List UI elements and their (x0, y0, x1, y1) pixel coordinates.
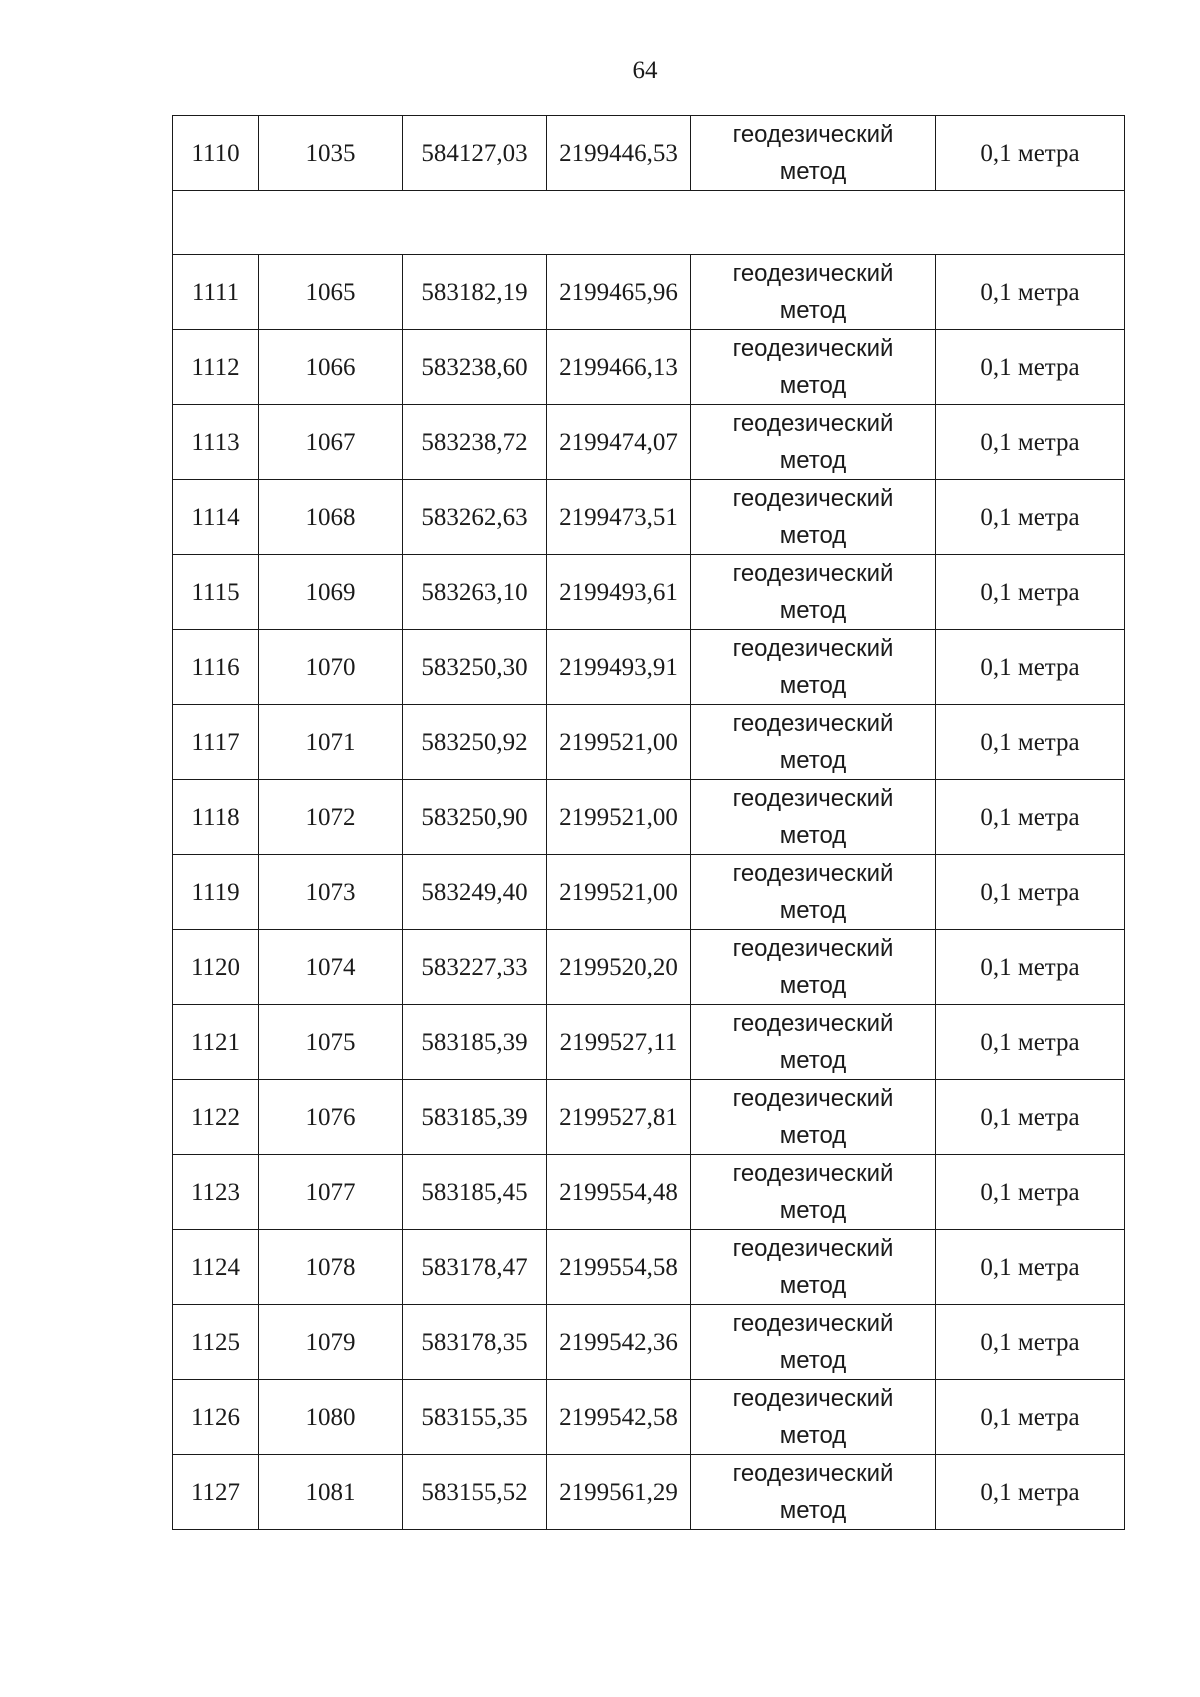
x-coordinate-cell: 583185,39 (403, 1080, 547, 1155)
y-coordinate-cell: 2199527,81 (547, 1080, 691, 1155)
y-coordinate-cell: 2199493,61 (547, 555, 691, 630)
row-number-cell: 1122 (173, 1080, 259, 1155)
method-cell (691, 330, 936, 405)
row-number-cell: 1114 (173, 480, 259, 555)
row-number-cell: 1115 (173, 555, 259, 630)
point-number-cell: 1068 (259, 480, 403, 555)
table-row (173, 1155, 1125, 1230)
row-number-cell: 1125 (173, 1305, 259, 1380)
method-line-1: геодезический (732, 1010, 894, 1037)
method-cell (691, 1305, 936, 1380)
point-number-cell: 1074 (259, 930, 403, 1005)
point-number-cell: 1080 (259, 1380, 403, 1455)
row-number-cell: 1117 (173, 705, 259, 780)
method-line-1: геодезический (732, 1460, 894, 1487)
table-row (173, 480, 1125, 555)
x-coordinate-cell: 583178,35 (403, 1305, 547, 1380)
y-coordinate-cell: 2199446,53 (547, 116, 691, 191)
accuracy-cell: 0,1 метра (936, 855, 1125, 930)
row-number-cell: 1118 (173, 780, 259, 855)
point-number-cell: 1071 (259, 705, 403, 780)
method-cell (691, 1380, 936, 1455)
point-number-cell: 1073 (259, 855, 403, 930)
accuracy-cell: 0,1 метра (936, 405, 1125, 480)
method-cell (691, 930, 936, 1005)
method-cell (691, 405, 936, 480)
table-row (173, 630, 1125, 705)
method-line-1: геодезический (732, 785, 894, 812)
method-line-1: геодезический (732, 560, 894, 587)
table-row (173, 1230, 1125, 1305)
page-number: 64 (632, 57, 658, 84)
accuracy-cell: 0,1 метра (936, 1080, 1125, 1155)
point-number-cell: 1069 (259, 555, 403, 630)
method-cell (691, 1455, 936, 1530)
method-line-2: метод (779, 1122, 847, 1149)
x-coordinate-cell: 583185,39 (403, 1005, 547, 1080)
x-coordinate-cell: 583262,63 (403, 480, 547, 555)
accuracy-cell: 0,1 метра (936, 780, 1125, 855)
y-coordinate-cell: 2199521,00 (547, 705, 691, 780)
y-coordinate-cell: 2199554,48 (547, 1155, 691, 1230)
x-coordinate-cell: 583238,60 (403, 330, 547, 405)
y-coordinate-cell: 2199520,20 (547, 930, 691, 1005)
y-coordinate-cell: 2199542,58 (547, 1380, 691, 1455)
method-line-1: геодезический (732, 1385, 894, 1412)
method-line-2: метод (779, 747, 847, 774)
y-coordinate-cell: 2199561,29 (547, 1455, 691, 1530)
accuracy-cell: 0,1 метра (936, 1230, 1125, 1305)
method-line-1: геодезический (732, 1235, 894, 1262)
method-line-1: геодезический (732, 1160, 894, 1187)
method-line-1: геодезический (732, 260, 894, 287)
accuracy-cell: 0,1 метра (936, 480, 1125, 555)
table-row (173, 1080, 1125, 1155)
method-line-2: метод (779, 372, 847, 399)
method-cell (691, 1230, 936, 1305)
y-coordinate-cell: 2199527,11 (547, 1005, 691, 1080)
method-line-2: метод (779, 1422, 847, 1449)
y-coordinate-cell: 2199493,91 (547, 630, 691, 705)
method-line-1: геодезический (732, 1310, 894, 1337)
point-number-cell: 1077 (259, 1155, 403, 1230)
table-row (173, 1380, 1125, 1455)
x-coordinate-cell: 583178,47 (403, 1230, 547, 1305)
row-number-cell: 1126 (173, 1380, 259, 1455)
table-row (173, 555, 1125, 630)
accuracy-cell: 0,1 метра (936, 555, 1125, 630)
accuracy-cell: 0,1 метра (936, 116, 1125, 191)
method-line-1: геодезический (732, 710, 894, 737)
method-line-2: метод (779, 822, 847, 849)
row-number-cell: 1111 (173, 255, 259, 330)
accuracy-cell: 0,1 метра (936, 1005, 1125, 1080)
table-row (173, 330, 1125, 405)
method-line-2: метод (779, 1497, 847, 1524)
accuracy-cell: 0,1 метра (936, 1305, 1125, 1380)
row-number-cell: 1127 (173, 1455, 259, 1530)
method-line-1: геодезический (732, 860, 894, 887)
method-line-2: метод (779, 1047, 847, 1074)
x-coordinate-cell: 583250,90 (403, 780, 547, 855)
accuracy-cell: 0,1 метра (936, 930, 1125, 1005)
x-coordinate-cell: 583250,30 (403, 630, 547, 705)
point-number-cell: 1070 (259, 630, 403, 705)
point-number-cell: 1065 (259, 255, 403, 330)
point-number-cell: 1067 (259, 405, 403, 480)
row-number-cell: 1110 (173, 116, 259, 191)
x-coordinate-cell: 583185,45 (403, 1155, 547, 1230)
accuracy-cell: 0,1 метра (936, 1455, 1125, 1530)
method-line-1: геодезический (732, 485, 894, 512)
table-row (173, 1455, 1125, 1530)
method-cell (691, 116, 936, 191)
table-row (173, 255, 1125, 330)
method-line-2: метод (779, 972, 847, 999)
x-coordinate-cell: 583182,19 (403, 255, 547, 330)
method-line-2: метод (779, 1272, 847, 1299)
method-line-2: метод (779, 1347, 847, 1374)
method-line-2: метод (779, 447, 847, 474)
accuracy-cell: 0,1 метра (936, 330, 1125, 405)
accuracy-cell: 0,1 метра (936, 630, 1125, 705)
method-cell (691, 1005, 936, 1080)
x-coordinate-cell: 583227,33 (403, 930, 547, 1005)
point-number-cell: 1072 (259, 780, 403, 855)
method-line-2: метод (779, 672, 847, 699)
method-line-2: метод (779, 897, 847, 924)
method-line-1: геодезический (732, 1085, 894, 1112)
point-number-cell: 1035 (259, 116, 403, 191)
coordinates-table (172, 115, 1125, 1530)
row-number-cell: 1121 (173, 1005, 259, 1080)
table-row (173, 116, 1125, 191)
x-coordinate-cell: 583238,72 (403, 405, 547, 480)
row-number-cell: 1112 (173, 330, 259, 405)
method-line-1: геодезический (732, 121, 894, 148)
y-coordinate-cell: 2199521,00 (547, 780, 691, 855)
method-cell (691, 780, 936, 855)
table-row (173, 1005, 1125, 1080)
point-number-cell: 1081 (259, 1455, 403, 1530)
method-cell (691, 705, 936, 780)
table-row (173, 930, 1125, 1005)
table-row (173, 705, 1125, 780)
row-number-cell: 1116 (173, 630, 259, 705)
point-number-cell: 1076 (259, 1080, 403, 1155)
method-line-2: метод (779, 597, 847, 624)
table-row (173, 405, 1125, 480)
x-coordinate-cell: 583250,92 (403, 705, 547, 780)
method-line-2: метод (779, 297, 847, 324)
method-cell (691, 480, 936, 555)
accuracy-cell: 0,1 метра (936, 705, 1125, 780)
method-line-2: метод (779, 158, 847, 185)
x-coordinate-cell: 583249,40 (403, 855, 547, 930)
table-row (173, 855, 1125, 930)
method-cell (691, 555, 936, 630)
method-line-1: геодезический (732, 935, 894, 962)
x-coordinate-cell: 583155,35 (403, 1380, 547, 1455)
y-coordinate-cell: 2199465,96 (547, 255, 691, 330)
method-line-1: геодезический (732, 635, 894, 662)
method-line-2: метод (779, 1197, 847, 1224)
method-cell (691, 630, 936, 705)
method-cell (691, 1155, 936, 1230)
method-cell (691, 255, 936, 330)
method-cell (691, 1080, 936, 1155)
method-line-1: геодезический (732, 410, 894, 437)
accuracy-cell: 0,1 метра (936, 1155, 1125, 1230)
method-line-2: метод (779, 522, 847, 549)
table-row-blank (173, 191, 1125, 255)
y-coordinate-cell: 2199473,51 (547, 480, 691, 555)
x-coordinate-cell: 583263,10 (403, 555, 547, 630)
coordinates-table-body (173, 116, 1125, 1530)
row-number-cell: 1120 (173, 930, 259, 1005)
row-number-cell: 1124 (173, 1230, 259, 1305)
x-coordinate-cell: 583155,52 (403, 1455, 547, 1530)
y-coordinate-cell: 2199554,58 (547, 1230, 691, 1305)
row-number-cell: 1123 (173, 1155, 259, 1230)
point-number-cell: 1066 (259, 330, 403, 405)
y-coordinate-cell: 2199521,00 (547, 855, 691, 930)
y-coordinate-cell: 2199466,13 (547, 330, 691, 405)
table-row (173, 780, 1125, 855)
point-number-cell: 1075 (259, 1005, 403, 1080)
y-coordinate-cell: 2199474,07 (547, 405, 691, 480)
x-coordinate-cell: 584127,03 (403, 116, 547, 191)
method-line-1: геодезический (732, 335, 894, 362)
accuracy-cell: 0,1 метра (936, 1380, 1125, 1455)
row-number-cell: 1113 (173, 405, 259, 480)
table-row (173, 1305, 1125, 1380)
blank-cell (173, 191, 1125, 255)
point-number-cell: 1079 (259, 1305, 403, 1380)
y-coordinate-cell: 2199542,36 (547, 1305, 691, 1380)
method-cell (691, 855, 936, 930)
point-number-cell: 1078 (259, 1230, 403, 1305)
row-number-cell: 1119 (173, 855, 259, 930)
accuracy-cell: 0,1 метра (936, 255, 1125, 330)
